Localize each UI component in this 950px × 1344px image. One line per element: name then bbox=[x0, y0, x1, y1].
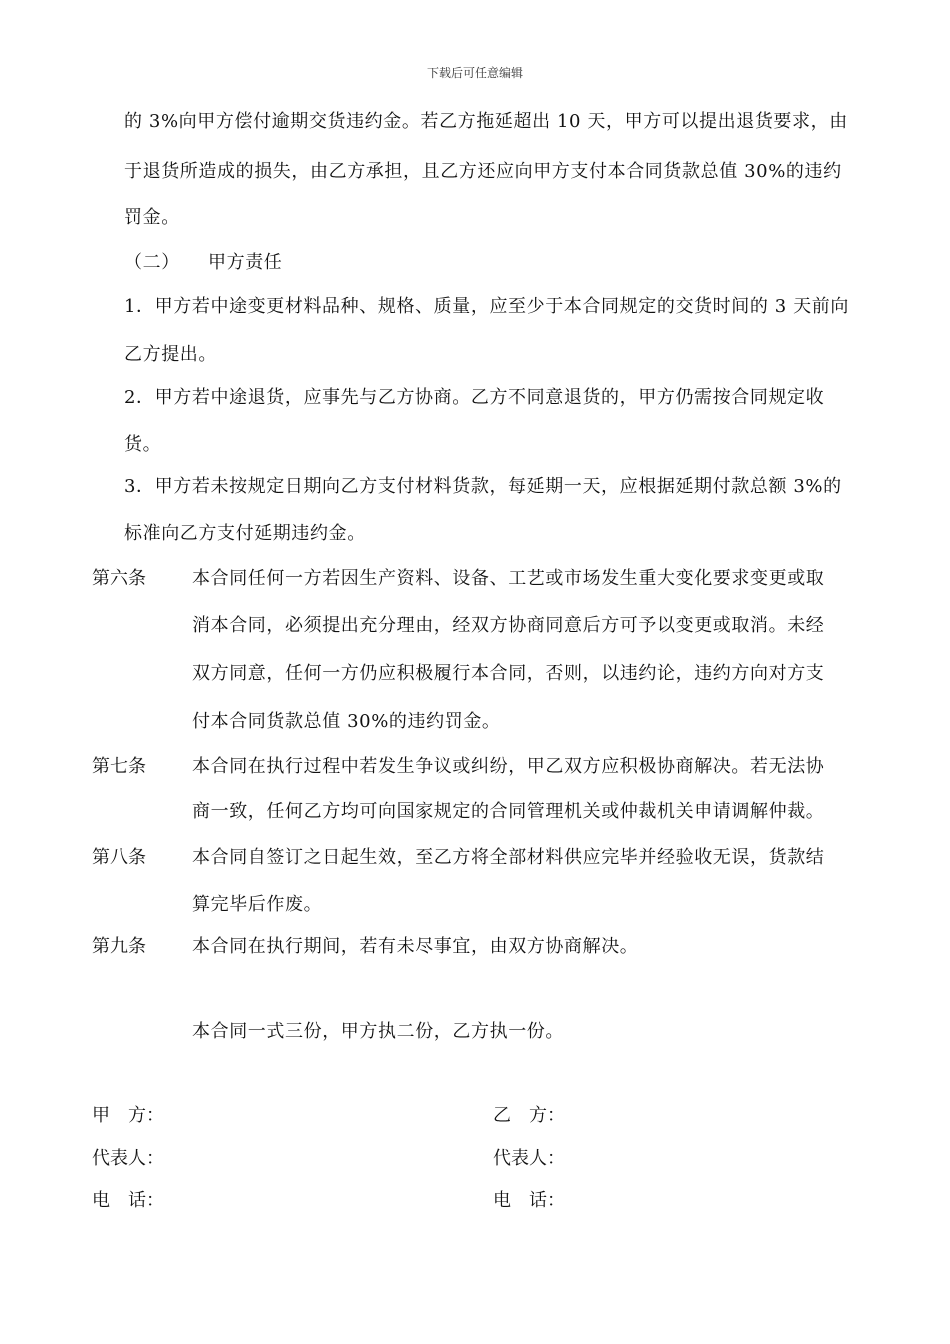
article-line: 算完毕后作废。 bbox=[192, 894, 323, 915]
section-item-line: 3．甲方若未按规定日期向乙方支付材料货款，每延期一天，应根据延期付款总额 3%的 bbox=[124, 476, 842, 497]
page-header: 下载后可任意编辑 bbox=[426, 66, 523, 80]
article-line: 本合同在执行期间，若有未尽事宜，由双方协商解决。 bbox=[192, 936, 639, 957]
article-line: 消本合同，必须提出充分理由，经双方协商同意后方可予以变更或取消。未经 bbox=[192, 615, 825, 636]
intro-line: 于退货所造成的损失，由乙方承担，且乙方还应向甲方支付本合同货款总值 30%的违约 bbox=[124, 161, 842, 182]
article-line: 本合同在执行过程中若发生争议或纠纷，甲乙双方应积极协商解决。若无法协 bbox=[192, 756, 825, 777]
section-item-line: 标准向乙方支付延期违约金。 bbox=[124, 523, 366, 544]
article-line: 付本合同货款总值 30%的违约罚金。 bbox=[192, 711, 501, 732]
article-heading: 第八条 bbox=[92, 847, 146, 868]
article-heading: 第六条 bbox=[92, 568, 146, 589]
article-line: 本合同任何一方若因生产资料、设备、工艺或市场发生重大变化要求变更或取 bbox=[192, 568, 825, 589]
section-item-line: 乙方提出。 bbox=[124, 344, 217, 365]
intro-line: 的 3%向甲方偿付逾期交货违约金。若乙方拖延超出 10 天，甲方可以提出退货要求，由 bbox=[124, 111, 848, 132]
party-b-phone-label: 电 话： bbox=[493, 1190, 565, 1211]
article-line: 商一致，任何乙方均可向国家规定的合同管理机关或仲裁机关申请调解仲裁。 bbox=[192, 801, 825, 822]
section-item-line: 1．甲方若中途变更材料品种、规格、质量，应至少于本合同规定的交货时间的 3 天前向 bbox=[124, 296, 849, 317]
article-line: 本合同自签订之日起生效，至乙方将全部材料供应完毕并经验收无误，货款结 bbox=[192, 847, 825, 868]
party-a-label: 甲 方： bbox=[92, 1105, 164, 1126]
article-heading: 第七条 bbox=[92, 756, 146, 777]
section-item-line: 货。 bbox=[124, 434, 162, 455]
party-a-phone-label: 电 话： bbox=[92, 1190, 164, 1211]
party-b-label: 乙 方： bbox=[493, 1105, 565, 1126]
section-title: （二） 甲方责任 bbox=[124, 252, 283, 273]
copies-statement: 本合同一式三份，甲方执二份，乙方执一份。 bbox=[192, 1021, 564, 1042]
section-item-line: 2．甲方若中途退货，应事先与乙方协商。乙方不同意退货的，甲方仍需按合同规定收 bbox=[124, 387, 825, 408]
party-b-representative-label: 代表人： bbox=[493, 1148, 565, 1169]
article-heading: 第九条 bbox=[92, 936, 146, 957]
article-line: 双方同意，任何一方仍应积极履行本合同，否则，以违约论，违约方向对方支 bbox=[192, 663, 825, 684]
party-a-representative-label: 代表人： bbox=[92, 1148, 164, 1169]
intro-line: 罚金。 bbox=[124, 207, 180, 228]
